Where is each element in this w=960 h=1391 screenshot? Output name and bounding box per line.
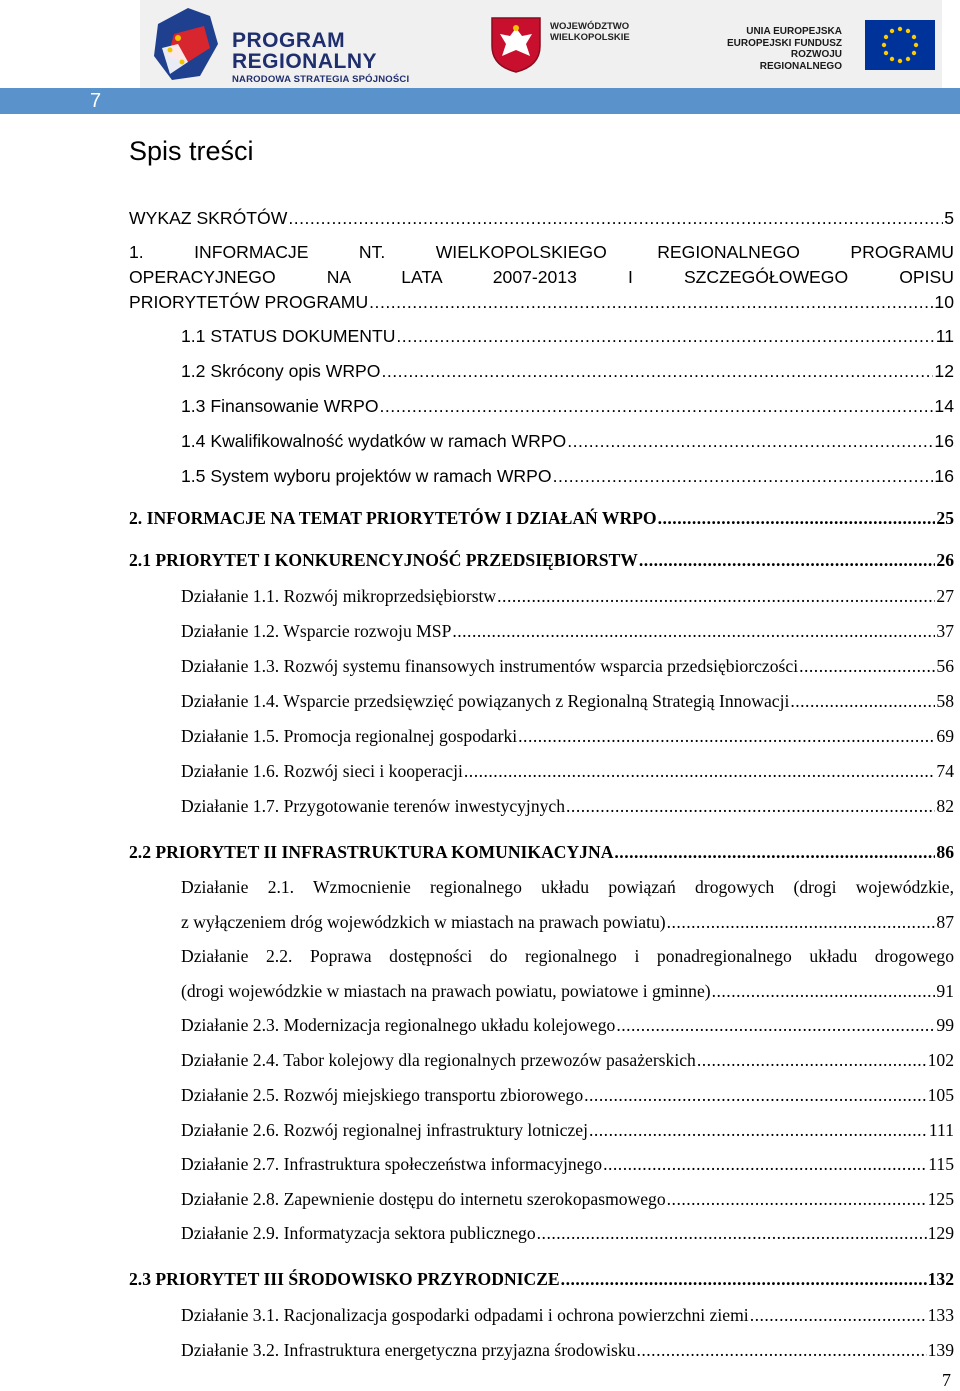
toc-entry[interactable] [129,242,954,326]
toc-entry[interactable] [129,550,954,586]
toc-leader [396,326,934,347]
toc-entry[interactable] [129,1305,954,1340]
toc-label-line: Działanie 2.2. Poprawa dostępności do regionalnego i ponadregionalnego układu drogowego [181,946,954,966]
toc-label-line: OPERACYJNEGO NA LATA 2007-2013 I SZCZEGÓŁOWEGO OPISU [129,267,954,287]
page-title: Spis treści [129,136,254,166]
toc-page: 11 [935,326,954,346]
toc-leader [584,1085,926,1106]
toc-label: Działanie 3.2. Infrastruktura energetyczna przyjazna środowisku [181,1340,636,1360]
header-logos [140,0,942,88]
toc-leader [712,981,936,1002]
toc-entry[interactable] [129,1015,954,1050]
toc-label-line: 1. INFORMACJE NT. WIELKOPOLSKIEGO REGIONALNEGO PROGRAMU [129,242,954,262]
toc-page: 37 [936,621,954,641]
toc-label: Działanie 2.4. Tabor kolejowy dla regionalnych przewozów pasażerskich [181,1050,696,1070]
toc-label: Działanie 1.7. Przygotowanie terenów inwestycyjnych [181,796,566,816]
toc-leader [790,691,935,712]
toc-page: 102 [927,1050,954,1070]
toc-label: Działanie 1.4. Wsparcie przedsięwzięć powiązanych z Regionalną Strategią Innowacji [181,691,790,711]
toc-page: 129 [927,1223,954,1243]
toc-label: 1.3 Finansowanie WRPO [181,396,379,416]
toc-entry[interactable] [129,691,954,726]
toc-page: 27 [936,586,954,606]
toc-entry[interactable] [129,1189,954,1223]
eu-line3: ROZWOJU REGIONALNEGO [759,49,842,72]
toc-leader [561,1269,927,1290]
toc-label: Działanie 1.2. Wsparcie rozwoju MSP [181,621,452,641]
eu-line2: EUROPEJSKI FUNDUSZ [726,37,842,49]
toc-leader [464,761,936,782]
table-of-contents [129,208,954,1370]
toc-label: 2.2 PRIORYTET II INFRASTRUKTURA KOMUNIKACYJNA [129,842,614,862]
toc-entry[interactable] [129,842,954,877]
toc-entry[interactable] [129,1340,954,1370]
toc-page: 16 [934,431,954,451]
toc-entry[interactable] [129,508,954,550]
toc-leader [369,292,933,313]
toc-entry[interactable] [129,621,954,656]
toc-entry[interactable] [129,326,954,361]
toc-label: 1.5 System wyboru projektów w ramach WRPO [181,466,552,486]
toc-label: Działanie 2.9. Informatyzacja sektora publicznego [181,1223,536,1243]
toc-page: 10 [934,292,954,312]
toc-entry[interactable] [129,1223,954,1269]
toc-page: 58 [936,691,954,711]
toc-label: 2. INFORMACJE NA TEMAT PRIORYTETÓW I DZIAŁAŃ WRPO [129,508,657,528]
eu-fund-label [710,26,842,72]
toc-leader [799,656,935,677]
eu-flag-icon [865,20,935,70]
toc-label: 1.1 STATUS DOKUMENTU [181,326,396,346]
woj-line2: WIELKOPOLSKIE [550,31,630,43]
toc-leader [380,396,934,417]
toc-label: WYKAZ SKRÓTÓW [129,208,288,228]
toc-page: 69 [936,726,954,746]
toc-entry[interactable] [129,761,954,796]
toc-label: z wyłączeniem dróg wojewódzkich w miastach na prawach powiatu) [181,912,666,932]
toc-leader [589,1120,928,1141]
toc-label: 1.2 Skrócony opis WRPO [181,361,381,381]
toc-entry[interactable] [129,726,954,761]
nss-label: NARODOWA STRATEGIA SPÓJNOŚCI [232,74,410,85]
toc-leader [639,550,936,571]
toc-label: Działanie 2.3. Modernizacja regionalnego układu kolejowego [181,1015,616,1035]
header-page-number: 7 [90,90,102,112]
toc-entry[interactable] [129,1085,954,1120]
wielkopolska-coat-of-arms-icon [490,16,542,74]
toc-leader [614,842,935,863]
toc-entry[interactable] [129,431,954,466]
regionalny-label: REGIONALNY [232,50,378,73]
toc-page: 125 [927,1189,954,1209]
toc-entry[interactable] [129,877,954,946]
toc-entry[interactable] [129,946,954,1015]
toc-leader [452,621,935,642]
toc-entry[interactable] [129,361,954,396]
toc-page: 115 [928,1154,954,1174]
toc-entry[interactable] [129,466,954,508]
toc-leader [697,1050,927,1071]
toc-label: 1.4 Kwalifikowalność wydatków w ramach WRPO [181,431,567,451]
toc-leader [288,208,943,229]
toc-page: 25 [936,508,954,528]
toc-leader [518,726,935,747]
toc-page: 16 [934,466,954,486]
toc-page: 139 [927,1340,954,1360]
toc-page: 74 [936,761,954,781]
toc-leader [636,1340,926,1361]
toc-label: 2.1 PRIORYTET I KONKURENCYJNOŚĆ PRZEDSIĘBIORSTW [129,550,638,570]
toc-entry[interactable] [129,1269,954,1305]
toc-page: 56 [936,656,954,676]
toc-entry[interactable] [129,1154,954,1189]
toc-page: 14 [934,396,954,416]
toc-leader [497,586,935,607]
toc-leader [667,912,936,933]
toc-label: (drogi wojewódzkie w miastach na prawach powiatu, powiatowe i gminne) [181,981,711,1001]
toc-page: 105 [927,1085,954,1105]
footer-page-number: 7 [942,1370,951,1390]
toc-page: 82 [936,796,954,816]
toc-entry[interactable] [129,396,954,431]
eu-line1: UNIA EUROPEJSKA [746,26,842,37]
toc-leader [658,508,936,529]
toc-page: 87 [936,912,954,932]
toc-leader [667,1189,927,1210]
header-bar [0,88,960,114]
toc-label: Działanie 1.1. Rozwój mikroprzedsiębiorstw [181,586,497,606]
toc-label: Działanie 2.5. Rozwój miejskiego transportu zbiorowego [181,1085,584,1105]
wojewodztwo-label [550,22,630,44]
toc-page: 111 [928,1120,954,1140]
toc-entry[interactable] [129,1120,954,1154]
toc-label: PRIORYTETÓW PROGRAMU [129,292,369,312]
toc-label: Działanie 2.7. Infrastruktura społeczeństwa informacyjnego [181,1154,603,1174]
toc-page: 132 [927,1269,954,1289]
toc-entry[interactable] [129,1050,954,1085]
toc-leader [537,1223,927,1244]
toc-page: 99 [936,1015,954,1035]
program-label: PROGRAM [232,29,346,52]
toc-entry[interactable] [129,796,954,842]
toc-label: Działanie 3.1. Racjonalizacja gospodarki odpadami i ochrona powierzchni ziemi [181,1305,749,1325]
toc-leader [603,1154,927,1175]
toc-leader [566,796,935,817]
toc-leader [567,431,933,452]
toc-label: Działanie 1.3. Rozwój systemu finansowych instrumentów wsparcia przedsiębiorczości [181,656,799,676]
toc-page: 91 [936,981,954,1001]
toc-leader [381,361,933,382]
toc-label: 2.3 PRIORYTET III ŚRODOWISKO PRZYRODNICZE [129,1269,560,1289]
toc-leader [616,1015,935,1036]
program-regionalny-text [232,30,409,85]
toc-label: Działanie 1.5. Promocja regionalnej gospodarki [181,726,518,746]
toc-page: 86 [936,842,954,862]
woj-line1: WOJEWÓDZTWO [550,21,630,32]
toc-entry[interactable] [129,208,954,242]
toc-leader [553,466,934,487]
toc-entry[interactable] [129,586,954,621]
toc-page: 5 [944,208,954,228]
toc-label: Działanie 2.8. Zapewnienie dostępu do internetu szerokopasmowego [181,1189,666,1209]
toc-label: Działanie 2.6. Rozwój regionalnej infrastruktury lotniczej [181,1120,588,1140]
toc-page: 133 [927,1305,954,1325]
toc-page: 26 [936,550,954,570]
toc-label: Działanie 1.6. Rozwój sieci i kooperacji [181,761,463,781]
toc-leader [750,1305,927,1326]
toc-page: 12 [934,361,954,381]
toc-label-line: Działanie 2.1. Wzmocnienie regionalnego układu powiązań drogowych (drogi wojewódzkie, [181,877,954,897]
toc-entry[interactable] [129,656,954,691]
